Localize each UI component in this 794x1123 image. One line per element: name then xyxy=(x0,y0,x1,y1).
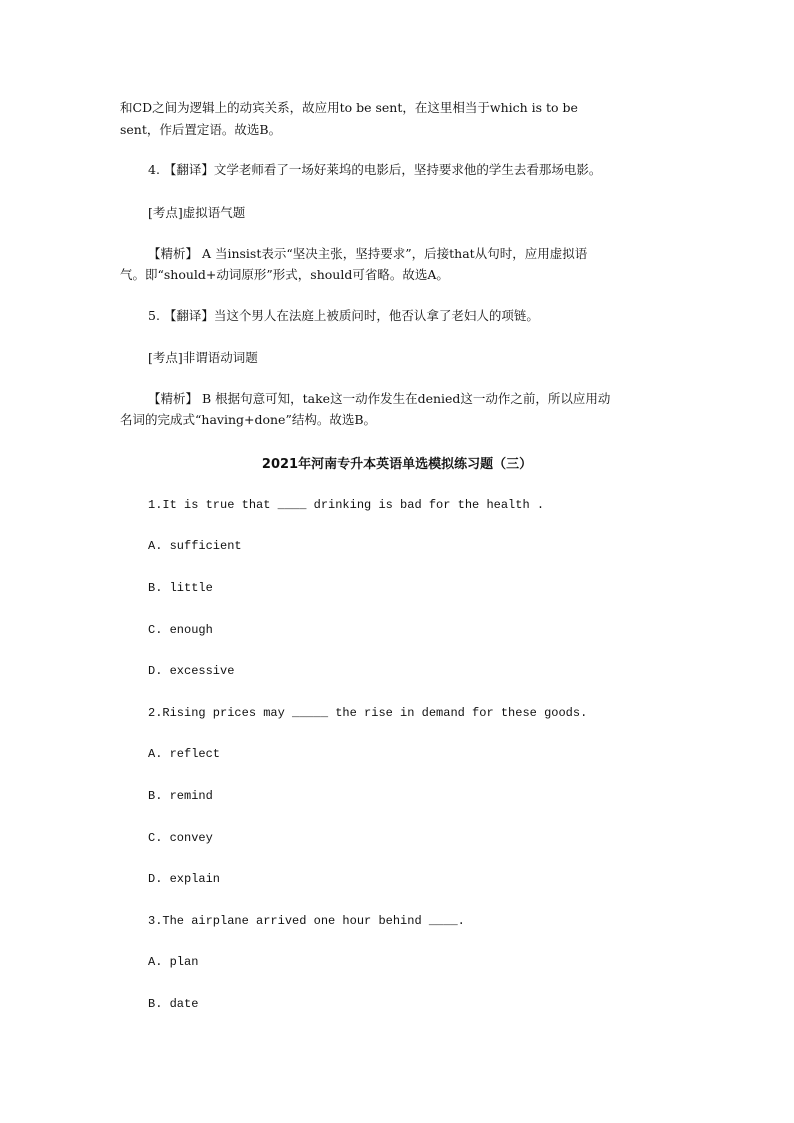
question-option: A. sufficient xyxy=(148,539,242,553)
question-option: C. convey xyxy=(148,831,213,845)
question-option: A. plan xyxy=(148,955,199,969)
q4-analysis-line: 气。即“should+动词原形”形式，should可省略。故选A。 xyxy=(120,267,449,282)
question-stem: 3.The airplane arrived one hour behind ____. xyxy=(148,914,465,928)
question-option: B. little xyxy=(148,581,213,595)
q5-translation: 5. 【翻译】当这个男人在法庭上被质问时，他否认拿了老妇人的项链。 xyxy=(148,308,539,323)
q4-analysis-line: 【精析】 A 当insist表示“坚决主张，坚持要求”，后接that从句时，应用虚拟语 xyxy=(148,246,588,261)
q4-translation: 4. 【翻译】文学老师看了一场好莱坞的电影后，坚持要求他的学生去看那场电影。 xyxy=(148,162,602,177)
paragraph-line: sent，作后置定语。故选B。 xyxy=(120,122,282,137)
question-option: D. explain xyxy=(148,872,221,886)
q5-analysis-line: 名词的完成式“having+done”结构。故选B。 xyxy=(120,412,377,427)
question-option: B. remind xyxy=(148,789,213,803)
section-title: 2021年河南专升本英语单选模拟练习题（三） xyxy=(261,457,533,472)
q5-analysis-line: 【精析】 B 根据句意可知，take这一动作发生在denied这一动作之前，所以应用动 xyxy=(148,391,611,406)
paragraph-line: 和CD之间为逻辑上的动宾关系，故应用to be sent，在这里相当于which is to be xyxy=(120,100,578,115)
q5-kaodian: [考点]非谓语动词题 xyxy=(148,350,258,365)
question-stem: 1.It is true that ____ drinking is bad for the health . xyxy=(148,498,545,512)
question-option: A. reflect xyxy=(148,747,221,761)
question-option: B. date xyxy=(148,997,199,1011)
question-option: D. excessive xyxy=(148,664,235,678)
question-stem: 2.Rising prices may _____ the rise in demand for these goods. xyxy=(148,706,588,720)
q4-kaodian: [考点]虚拟语气题 xyxy=(148,205,246,220)
question-option: C. enough xyxy=(148,623,213,637)
